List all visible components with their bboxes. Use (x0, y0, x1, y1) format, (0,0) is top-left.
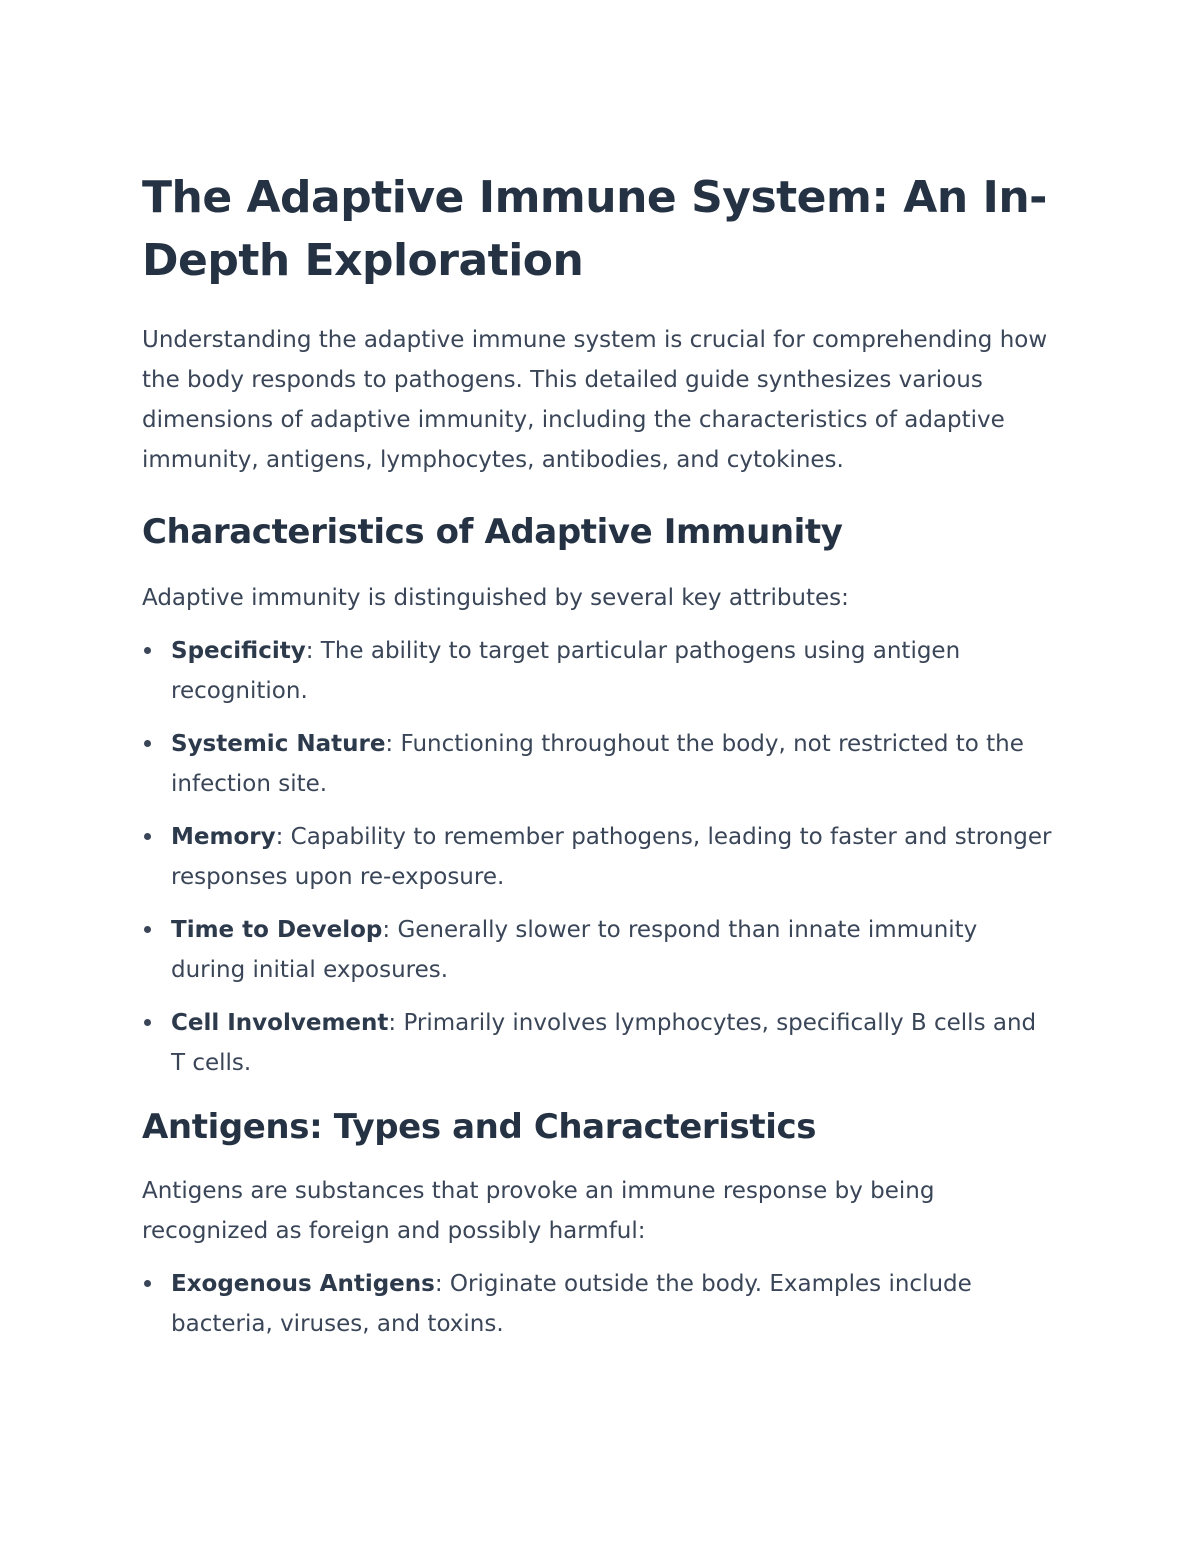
list-item-term: Systemic Nature (171, 731, 386, 757)
bullet-icon (144, 833, 151, 840)
bullet-icon (144, 1019, 151, 1026)
characteristics-list (142, 631, 1052, 1083)
section-heading-characteristics: Characteristics of Adaptive Immunity (142, 512, 843, 552)
list-item-text: : Capability to remember pathogens, leading to faster and stronger responses upon re-exposure. (171, 824, 1052, 890)
bullet-icon (144, 926, 151, 933)
list-item (142, 817, 1052, 897)
list-item-text: : Originate outside the body. Examples include bacteria, viruses, and toxins. (171, 1271, 972, 1337)
bullet-icon (144, 1280, 151, 1287)
document-title: The Adaptive Immune System: An In-Depth Exploration (142, 172, 1047, 286)
list-item-text: : Primarily involves lymphocytes, specifically B cells and T cells. (171, 1010, 1037, 1076)
list-item (142, 631, 1052, 711)
bullet-icon (144, 647, 151, 654)
section-lead-characteristics: Adaptive immunity is distinguished by several key attributes: (142, 585, 849, 611)
list-item (142, 724, 1052, 804)
document-page (142, 166, 1052, 1357)
list-item-term: Memory (171, 824, 276, 850)
section-heading-antigens: Antigens: Types and Characteristics (142, 1107, 817, 1147)
list-item (142, 1264, 1052, 1344)
list-item-text: : Functioning throughout the body, not restricted to the infection site. (171, 731, 1024, 797)
list-item-term: Specificity (171, 638, 306, 664)
list-item-term: Exogenous Antigens (171, 1271, 435, 1297)
section-lead-antigens: Antigens are substances that provoke an immune response by being recognized as foreign and possibly harmful: (142, 1178, 935, 1244)
list-item (142, 1003, 1052, 1083)
intro-paragraph: Understanding the adaptive immune system is crucial for comprehending how the body responds to pathogens. This detailed guide synthesizes various dimensions of adaptive immunity, including the characteristics of adaptive immunity, antigens, lymphocytes, antibodies, and cytokines. (142, 327, 1048, 473)
antigens-list (142, 1264, 1052, 1344)
list-item-term: Time to Develop (171, 917, 383, 943)
list-item (142, 910, 1052, 990)
bullet-icon (144, 740, 151, 747)
list-item-text: : The ability to target particular pathogens using antigen recognition. (171, 638, 961, 704)
list-item-term: Cell Involvement (171, 1010, 389, 1036)
list-item-text: : Generally slower to respond than innate immunity during initial exposures. (171, 917, 978, 983)
